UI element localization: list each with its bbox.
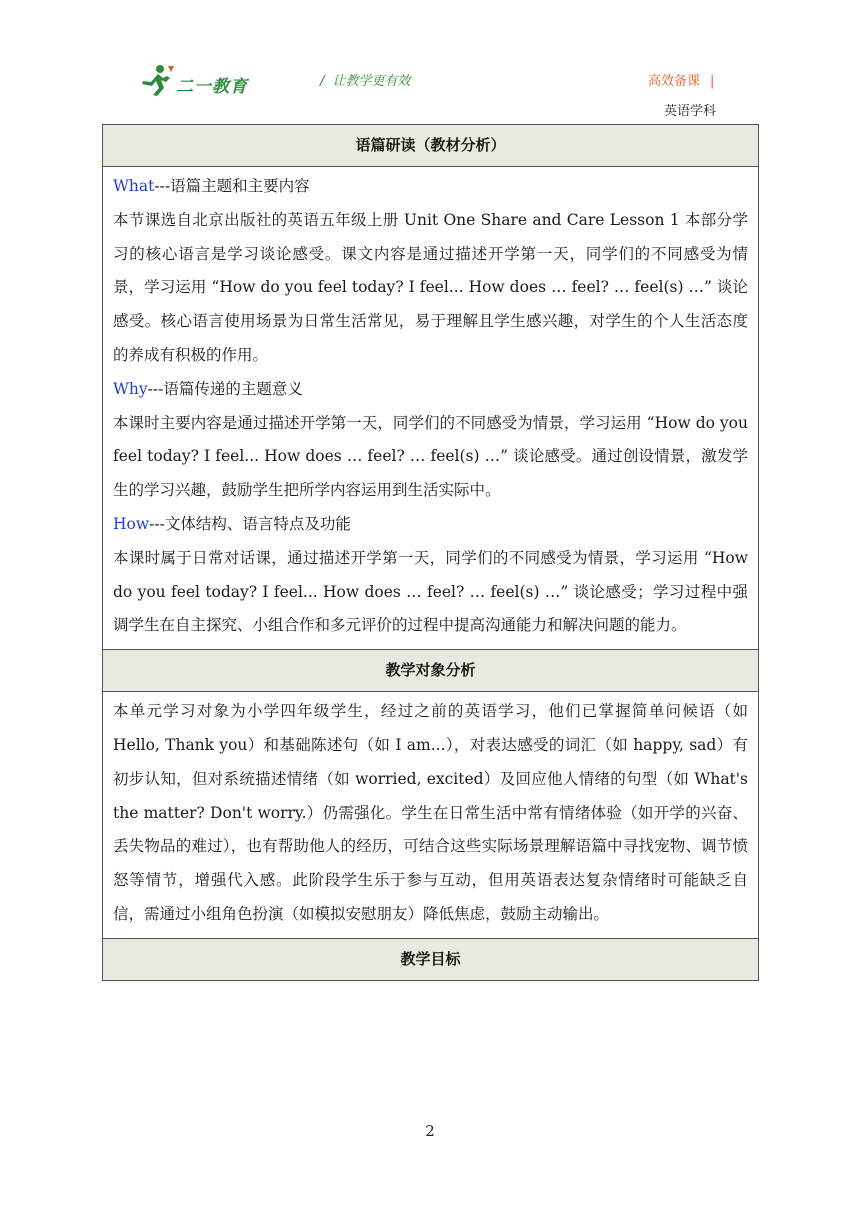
section-body-text-analysis: [103, 167, 758, 650]
how-label: How: [113, 514, 150, 533]
why-heading: [113, 373, 748, 407]
why-paragraph: 本课时主要内容是通过描述开学第一天，同学们的不同感受为情景，学习运用 “How do you feel today? I feel... How does … feel? … feel(s) …” 谈论感受。通过创设情景，激发学生的学习兴趣，鼓励学生把所学内容运用到生活实际中。: [113, 413, 748, 500]
why-label: Why: [113, 379, 148, 398]
logo-text: 二一教育: [176, 77, 248, 97]
section-body-student-analysis: [103, 692, 758, 939]
header-tag: [648, 70, 714, 89]
lesson-plan-table: [102, 124, 759, 981]
subject-label: 英语学科: [664, 104, 717, 119]
what-heading-text: ---语篇主题和主要内容: [154, 177, 310, 195]
section-header-text-analysis: 语篇研读（教材分析）: [103, 125, 758, 167]
student-analysis-paragraph: 本单元学习对象为小学四年级学生，经过之前的英语学习，他们已掌握简单问候语（如 Hello, Thank you）和基础陈述句（如 I am...），对表达感受的词汇（如 happy, sad）有初步认知，但对系统描述情绪（如 worried, excited）及回应他人情绪的句型（如 What's the matter? Don't worry.）仍需强化。学生在日常生活中常有情绪体验（如开学的兴奋、丢失物品的难过），也有帮助他人的经历，可结合这些实际场景理解语篇中寻找宠物、调节愤怒等情节，增强代入感。此阶段学生乐于参与互动，但用英语表达复杂情绪时可能缺乏自信，需通过小组角色扮演（如模拟安慰朋友）降低焦虑，鼓励主动输出。: [113, 702, 748, 923]
logo: [138, 64, 258, 98]
slogan-text: 让教学更有效: [332, 74, 411, 89]
section-header-teaching-goals: 教学目标: [103, 939, 758, 981]
header-tag-text: 高效备课: [648, 74, 701, 89]
slogan-slash: /: [320, 74, 325, 89]
how-heading-text: ---文体结构、语言特点及功能: [149, 514, 351, 533]
how-paragraph: 本课时属于日常对话课，通过描述开学第一天，同学们的不同感受为情景，学习运用 “How do you feel today? I feel... How does … feel? … feel(s) …” 谈论感受；学习过程中强调学生在自主探究、小组合作和多元评价的过程中提高沟通能力和解决问题的能力。: [113, 548, 748, 635]
runner-logo-icon: [138, 64, 174, 96]
header-tag-bar: |: [710, 74, 715, 89]
what-paragraph: 本节课选自北京出版社的英语五年级上册 Unit One Share and Care Lesson 1 本部分学习的核心语言是学习谈论感受。课文内容是通过描述开学第一天，同学们的不同感受为情景，学习运用 “How do you feel today? I feel... How does … feel? … feel(s) …” 谈论感受。核心语言使用场景为日常生活常见，易于理解且学生感兴趣，对学生的个人生活态度的养成有积极的作用。: [113, 210, 748, 364]
what-label: What: [113, 177, 155, 195]
what-heading: [113, 170, 748, 204]
slogan: [320, 70, 410, 89]
page-number: 2: [425, 1122, 435, 1140]
page-header: [0, 0, 860, 122]
section-header-student-analysis: 教学对象分析: [103, 650, 758, 692]
how-heading: [113, 508, 748, 542]
why-heading-text: ---语篇传递的主题意义: [147, 379, 303, 398]
